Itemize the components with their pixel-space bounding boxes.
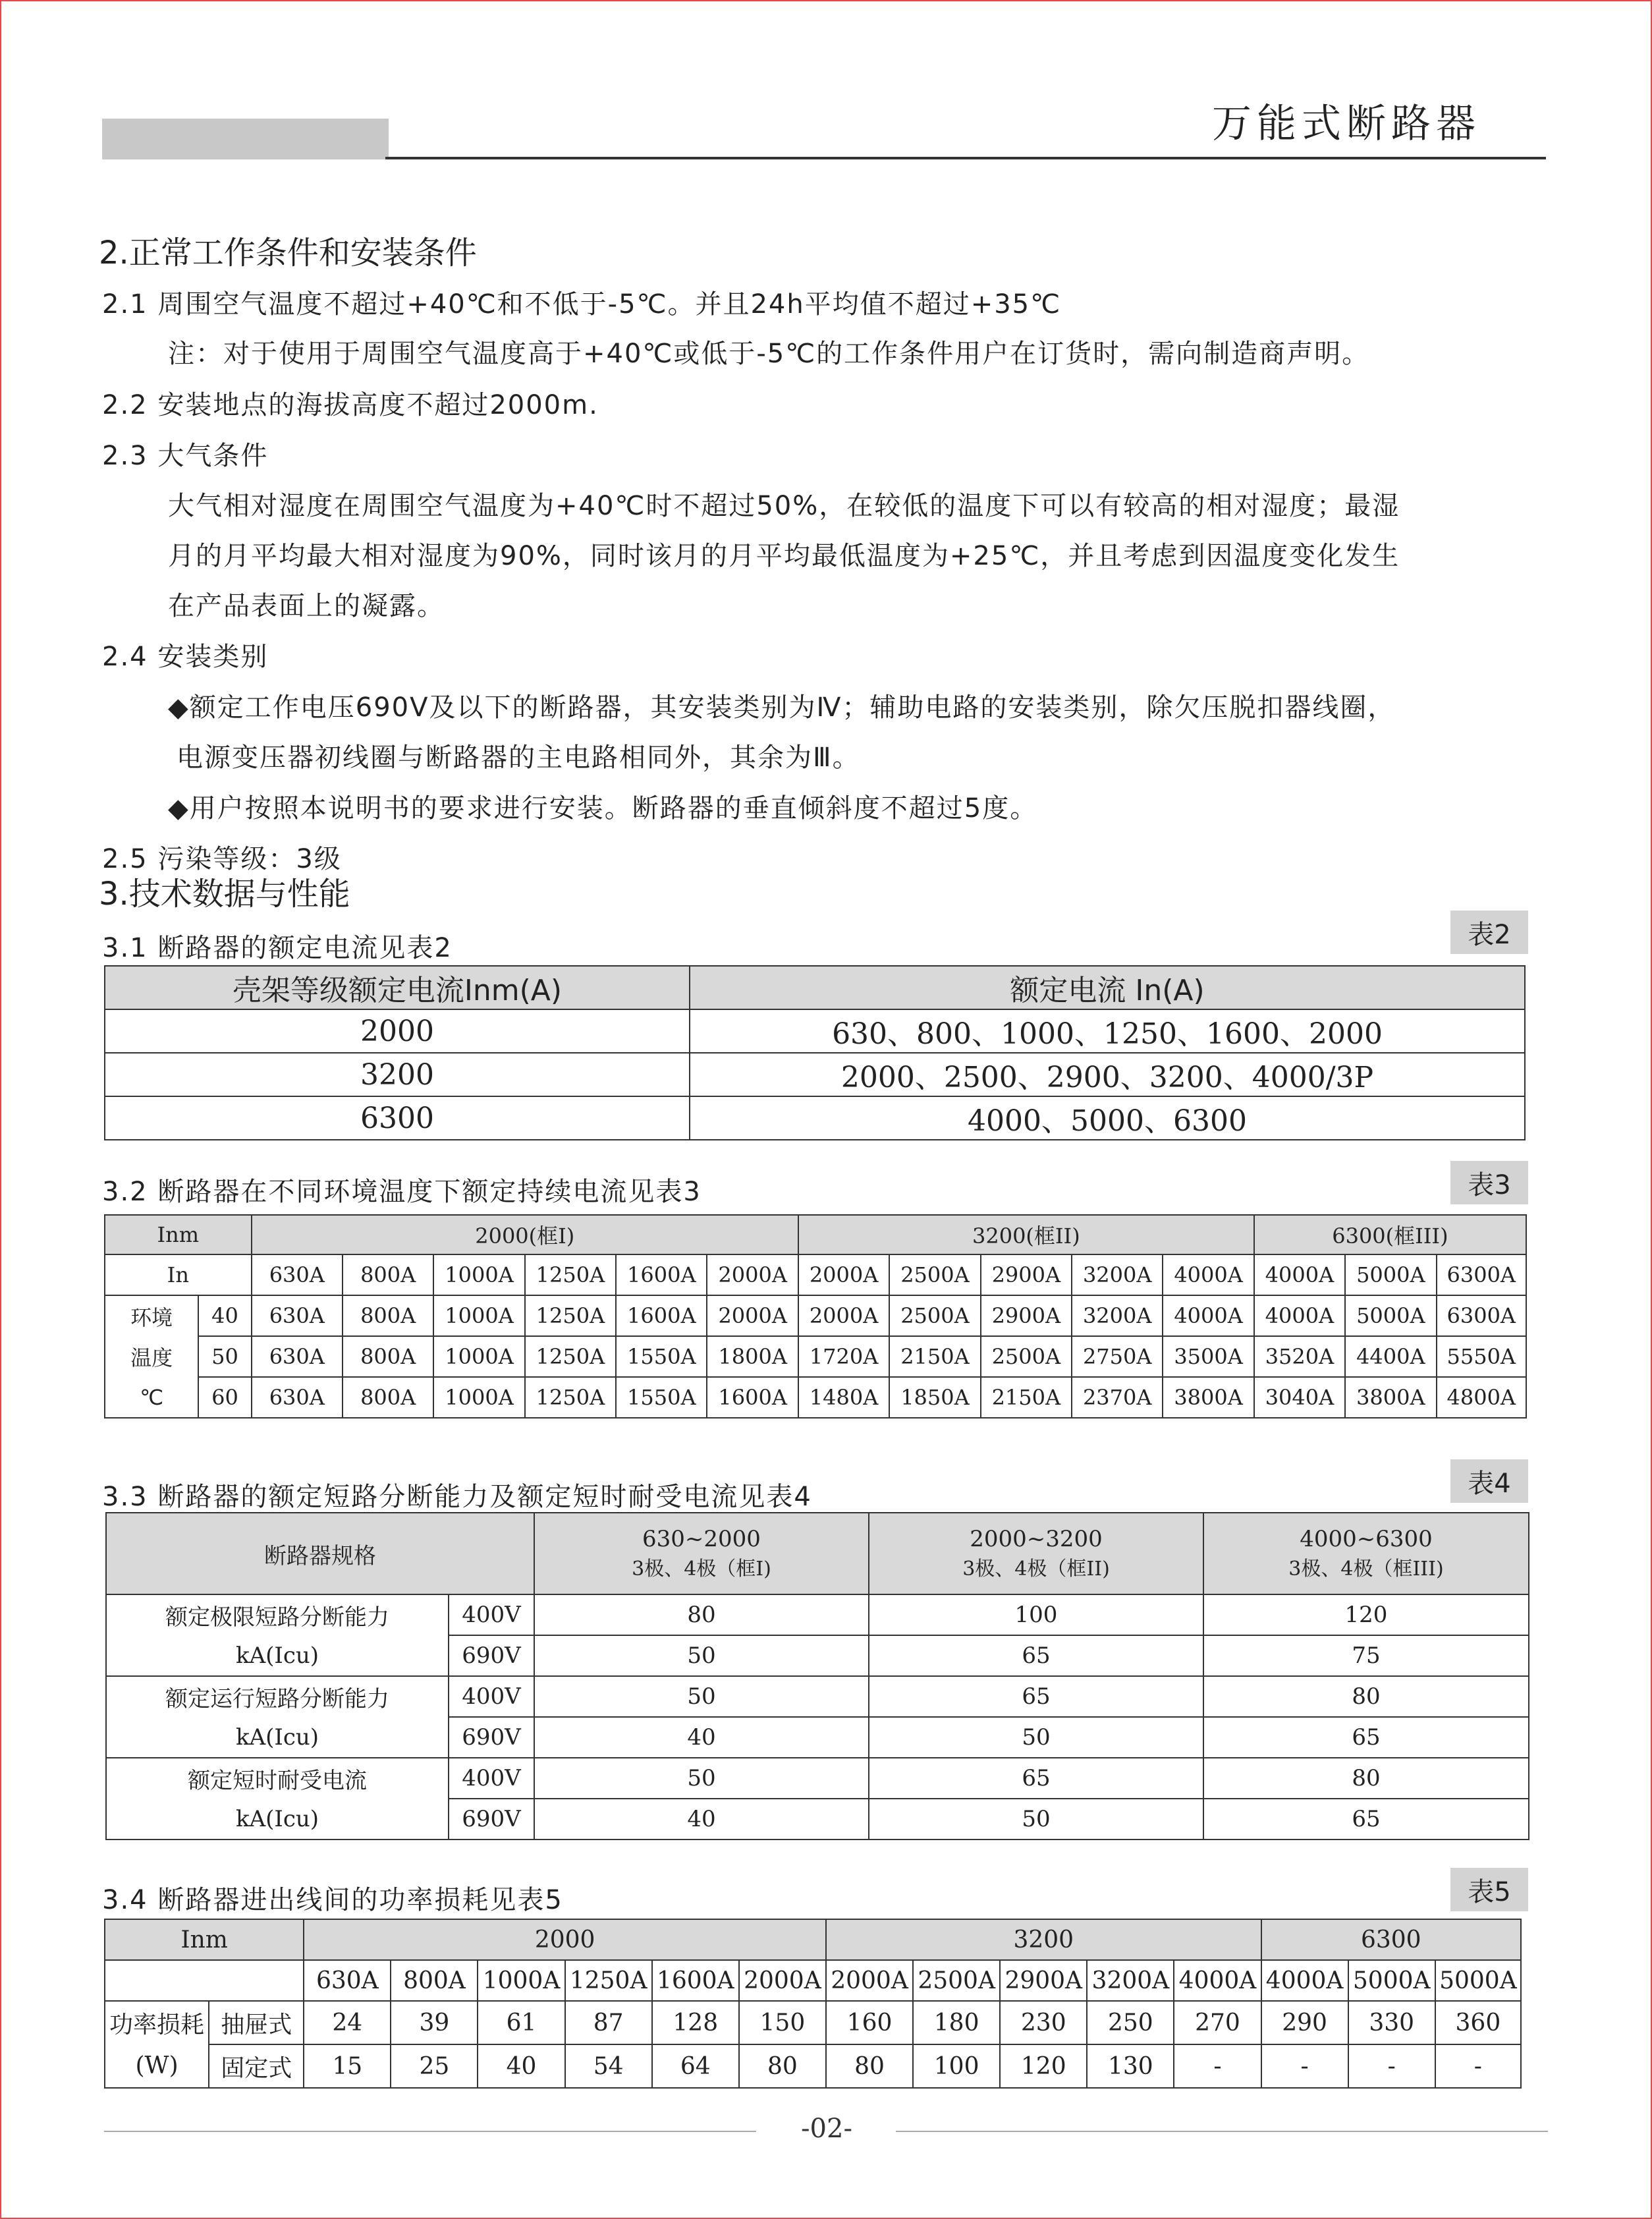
table-5-cell: 180 <box>913 2001 1000 2044</box>
table-3-temp: 60 <box>198 1377 251 1418</box>
table-5-type: 抽屉式 <box>209 2001 304 2044</box>
table-row <box>106 1717 1529 1758</box>
table-3-in-cell: 5000A <box>1345 1254 1436 1295</box>
table-row <box>105 2044 1521 2088</box>
clause-2-3-line-2: 月的月平均最大相对湿度为90%，同时该月的月平均最低温度为+25℃，并且考虑到因温度变化发生 <box>168 541 1400 571</box>
table-5-inm-label: Inm <box>105 1919 304 1960</box>
table-5-cell: 100 <box>913 2044 1000 2088</box>
table-3-env-label: ℃ <box>105 1377 198 1418</box>
table-3-tag: 表3 <box>1450 1161 1528 1204</box>
table-3-cell: 4400A <box>1345 1336 1436 1377</box>
table-5-cell: 15 <box>304 2044 391 2088</box>
table-5-in-cell: 4000A <box>1261 1960 1348 2001</box>
table-4-col-poles: 3极、4极（框III) <box>1288 1558 1444 1581</box>
clause-3-4: 3.4 断路器进出线间的功率损耗见表5 <box>102 1885 563 1915</box>
clause-3-3: 3.3 断路器的额定短路分断能力及额定短时耐受电流见表4 <box>102 1482 812 1512</box>
table-4-col-2 <box>869 1513 1203 1594</box>
table-5-cell: 120 <box>1000 2044 1087 2088</box>
table-3-cell: 800A <box>343 1295 433 1336</box>
table-4-voltage: 400V <box>449 1676 534 1717</box>
table-3-temp: 50 <box>198 1336 251 1377</box>
table-5-group-2: 3200 <box>826 1919 1261 1960</box>
table-4-cell: 65 <box>1203 1717 1529 1758</box>
table-3-cell: 3200A <box>1072 1295 1163 1336</box>
table-3-in-cell: 630A <box>252 1254 343 1295</box>
table-3-cell: 2150A <box>889 1336 980 1377</box>
table-3-cell: 1850A <box>889 1377 980 1418</box>
table-3-cell: 4800A <box>1437 1377 1526 1418</box>
table-row <box>105 1053 1525 1096</box>
table-3-cell: 1550A <box>616 1336 707 1377</box>
header-title: 万能式断路器 <box>1212 101 1481 147</box>
table-5-cell: 54 <box>565 2044 652 2088</box>
table-row <box>105 2001 1521 2044</box>
table-5-cell: 128 <box>652 2001 739 2044</box>
table-3-cell: 3800A <box>1163 1377 1253 1418</box>
table-4-group-unit: kA(Icu) <box>106 1717 449 1758</box>
table-5-cell: 80 <box>826 2044 913 2088</box>
table-3-cell: 630A <box>252 1336 343 1377</box>
table-3-in-cell: 4000A <box>1163 1254 1253 1295</box>
table-5-cell: - <box>1174 2044 1261 2088</box>
table-row <box>105 1336 1526 1377</box>
table-3-in-cell: 1600A <box>616 1254 707 1295</box>
clause-2-3: 2.3 大气条件 <box>102 441 269 471</box>
table-5-cell: 270 <box>1174 2001 1261 2044</box>
table-5-in-cell: 1000A <box>478 1960 564 2001</box>
table-2-cell: 6300 <box>105 1096 690 1140</box>
table-4-col-1 <box>534 1513 869 1594</box>
table-5-group-1: 2000 <box>304 1919 826 1960</box>
clause-2-1: 2.1 周围空气温度不超过+40℃和不低于-5℃。并且24h平均值不超过+35℃ <box>102 289 1062 320</box>
table-4-cell: 80 <box>1203 1758 1529 1799</box>
table-5-row-unit: (W) <box>105 2044 209 2088</box>
table-3-cell: 2370A <box>1072 1377 1163 1418</box>
table-5-cell: - <box>1261 2044 1348 2088</box>
table-5-cell: 160 <box>826 2001 913 2044</box>
table-5-cell: 360 <box>1435 2001 1521 2044</box>
table-3-cell: 1000A <box>433 1377 524 1418</box>
table-5-cell: 80 <box>739 2044 826 2088</box>
table-3-cell: 3500A <box>1163 1336 1253 1377</box>
clause-2-4-bullet-1a: ◆额定工作电压690V及以下的断路器，其安装类别为Ⅳ；辅助电路的安装类别，除欠压脱扣器线圈， <box>168 692 1396 723</box>
table-5-in-cell: 1250A <box>565 1960 652 2001</box>
table-4-group-name: 额定极限短路分断能力 <box>106 1594 449 1635</box>
table-3-in-cell: 1250A <box>525 1254 616 1295</box>
table-5-cell: 230 <box>1000 2001 1087 2044</box>
table-3-in-cell: 4000A <box>1254 1254 1345 1295</box>
section-3-title: 3.技术数据与性能 <box>99 876 350 913</box>
table-2-cell: 2000 <box>105 1009 690 1053</box>
table-5-cell: - <box>1348 2044 1435 2088</box>
table-5-cell: 24 <box>304 2001 391 2044</box>
table-5-in-cell: 2900A <box>1000 1960 1087 2001</box>
table-5-cell: 25 <box>391 2044 478 2088</box>
table-2-cell: 4000、5000、6300 <box>690 1096 1525 1140</box>
table-5-cell: 40 <box>478 2044 564 2088</box>
clause-3-2: 3.2 断路器在不同环境温度下额定持续电流见表3 <box>102 1177 702 1207</box>
table-4-cell: 65 <box>869 1635 1203 1676</box>
table-4-cell: 120 <box>1203 1594 1529 1635</box>
table-5-cell: 61 <box>478 2001 564 2044</box>
table-3-cell: 1480A <box>798 1377 889 1418</box>
table-3-inm-label: Inm <box>105 1215 252 1254</box>
table-5-in-cell: 4000A <box>1174 1960 1261 2001</box>
clause-2-4-bullet-1b: 电源变压器初线圈与断路器的主电路相同外，其余为Ⅲ。 <box>177 743 860 773</box>
table-3-cell: 630A <box>252 1377 343 1418</box>
table-5-cell: 87 <box>565 2001 652 2044</box>
table-5-cell: 330 <box>1348 2001 1435 2044</box>
table-row <box>105 1009 1525 1053</box>
table-3-cell: 1550A <box>616 1377 707 1418</box>
table-4-voltage: 690V <box>449 1635 534 1676</box>
header-gray-block <box>102 119 389 159</box>
clause-2-5: 2.5 污染等级：3级 <box>102 844 342 874</box>
table-3-cell: 2900A <box>981 1295 1072 1336</box>
table-3-cell: 800A <box>343 1377 433 1418</box>
table-3-cell: 2000A <box>798 1295 889 1336</box>
table-4-cell: 65 <box>869 1758 1203 1799</box>
table-row <box>106 1635 1529 1676</box>
table-4-col-range: 2000~3200 <box>970 1526 1103 1552</box>
table-5-cell: 150 <box>739 2001 826 2044</box>
table-3-cell: 2500A <box>981 1336 1072 1377</box>
table-2 <box>104 965 1526 1140</box>
table-2-cell: 630、800、1000、1250、1600、2000 <box>690 1009 1525 1053</box>
table-4-col-range: 630~2000 <box>642 1526 761 1552</box>
table-3-cell: 1250A <box>525 1336 616 1377</box>
table-3-cell: 4000A <box>1254 1295 1345 1336</box>
clause-2-4: 2.4 安装类别 <box>102 642 269 672</box>
table-3-cell: 1800A <box>707 1336 798 1377</box>
table-5-in-cell: 1600A <box>652 1960 739 2001</box>
table-5-cell: 64 <box>652 2044 739 2088</box>
table-3-cell: 1250A <box>525 1377 616 1418</box>
table-2-header-current: 额定电流 In(A) <box>690 966 1525 1009</box>
table-3-temp: 40 <box>198 1295 251 1336</box>
table-5-in-cell: 2000A <box>826 1960 913 2001</box>
table-4-voltage: 690V <box>449 1799 534 1840</box>
table-5 <box>104 1919 1522 2089</box>
table-4-cell: 40 <box>534 1799 869 1840</box>
table-row <box>106 1758 1529 1799</box>
table-3-in-cell: 2500A <box>889 1254 980 1295</box>
table-row <box>105 1295 1526 1336</box>
table-row <box>105 1254 1526 1295</box>
table-4 <box>105 1512 1529 1840</box>
table-4-cell: 65 <box>1203 1799 1529 1840</box>
table-3-cell: 2750A <box>1072 1336 1163 1377</box>
table-row <box>106 1676 1529 1717</box>
table-3-cell: 2000A <box>707 1295 798 1336</box>
table-2-header-frame: 壳架等级额定电流Inm(A) <box>105 966 690 1009</box>
table-4-group-name: 额定运行短路分断能力 <box>106 1676 449 1717</box>
table-3-env-label: 温度 <box>105 1336 198 1377</box>
table-4-cell: 50 <box>869 1799 1203 1840</box>
table-3-cell: 2150A <box>981 1377 1072 1418</box>
table-4-col-poles: 3极、4极（框I) <box>632 1558 771 1581</box>
section-2-title: 2.正常工作条件和安装条件 <box>99 235 477 271</box>
table-4-cell: 75 <box>1203 1635 1529 1676</box>
table-5-cell: 39 <box>391 2001 478 2044</box>
clause-2-4-bullet-2: ◆用户按照本说明书的要求进行安装。断路器的垂直倾斜度不超过5度。 <box>168 793 1038 824</box>
table-5-in-blank <box>105 1960 304 2001</box>
table-3-in-label: In <box>105 1254 252 1295</box>
table-row <box>105 1377 1526 1418</box>
table-5-in-cell: 5000A <box>1435 1960 1521 2001</box>
table-5-tag: 表5 <box>1450 1868 1528 1911</box>
table-5-cell: 250 <box>1087 2001 1174 2044</box>
table-5-in-cell: 2000A <box>739 1960 826 2001</box>
table-row <box>106 1799 1529 1840</box>
table-3-in-cell: 2000A <box>707 1254 798 1295</box>
table-3-cell: 630A <box>252 1295 343 1336</box>
table-row <box>105 1960 1521 2001</box>
table-3 <box>104 1214 1527 1418</box>
table-3-cell: 1600A <box>707 1377 798 1418</box>
table-3-cell: 1250A <box>525 1295 616 1336</box>
table-3-in-cell: 6300A <box>1437 1254 1526 1295</box>
table-3-cell: 5000A <box>1345 1295 1436 1336</box>
header-rule <box>385 157 1546 159</box>
table-3-cell: 3800A <box>1345 1377 1436 1418</box>
table-4-tag: 表4 <box>1450 1459 1528 1503</box>
table-3-in-cell: 1000A <box>433 1254 524 1295</box>
clause-2-1-note: 注：对于使用于周围空气温度高于+40℃或低于-5℃的工作条件用户在订货时，需向制造商声明。 <box>168 339 1370 369</box>
table-5-cell: - <box>1435 2044 1521 2088</box>
table-4-cell: 80 <box>534 1594 869 1635</box>
table-3-cell: 2500A <box>889 1295 980 1336</box>
footer-rule-right <box>896 2131 1548 2132</box>
table-4-group-name: 额定短时耐受电流 <box>106 1758 449 1799</box>
table-4-cell: 50 <box>534 1676 869 1717</box>
table-3-group-3: 6300(框III) <box>1254 1215 1526 1254</box>
table-4-col-range: 4000~6300 <box>1300 1526 1433 1552</box>
clause-2-3-line-1: 大气相对湿度在周围空气温度为+40℃时不超过50%，在较低的温度下可以有较高的相对湿度；最湿 <box>168 491 1400 521</box>
table-3-cell: 4000A <box>1163 1295 1253 1336</box>
table-4-group-unit: kA(Icu) <box>106 1799 449 1840</box>
footer-rule-left <box>104 2131 756 2132</box>
table-3-cell: 5550A <box>1437 1336 1526 1377</box>
table-3-group-2: 3200(框II) <box>798 1215 1254 1254</box>
table-5-cell: 130 <box>1087 2044 1174 2088</box>
table-5-in-cell: 630A <box>304 1960 391 2001</box>
table-2-tag: 表2 <box>1450 911 1528 954</box>
table-5-group-3: 6300 <box>1261 1919 1521 1960</box>
table-5-type: 固定式 <box>209 2044 304 2088</box>
table-4-cell: 50 <box>869 1717 1203 1758</box>
table-3-cell: 1000A <box>433 1336 524 1377</box>
table-4-cell: 100 <box>869 1594 1203 1635</box>
page-number: -02- <box>801 2114 852 2144</box>
table-3-cell: 1600A <box>616 1295 707 1336</box>
clause-2-3-line-3: 在产品表面上的凝露。 <box>168 591 445 621</box>
table-3-in-cell: 2900A <box>981 1254 1072 1295</box>
table-3-cell: 3040A <box>1254 1377 1345 1418</box>
clause-2-2: 2.2 安装地点的海拔高度不超过2000m. <box>102 390 599 420</box>
table-5-in-cell: 3200A <box>1087 1960 1174 2001</box>
table-5-cell: 290 <box>1261 2001 1348 2044</box>
table-4-cell: 50 <box>534 1635 869 1676</box>
table-4-cell: 80 <box>1203 1676 1529 1717</box>
table-4-group-unit: kA(Icu) <box>106 1635 449 1676</box>
clause-3-1: 3.1 断路器的额定电流见表2 <box>102 933 453 963</box>
table-3-env-label: 环境 <box>105 1295 198 1336</box>
table-4-voltage: 400V <box>449 1594 534 1635</box>
table-3-in-cell: 3200A <box>1072 1254 1163 1295</box>
table-3-group-1: 2000(框I) <box>252 1215 798 1254</box>
table-4-cell: 40 <box>534 1717 869 1758</box>
table-4-col-3 <box>1203 1513 1529 1594</box>
table-5-in-cell: 800A <box>391 1960 478 2001</box>
table-5-row-label: 功率损耗 <box>105 2001 209 2044</box>
table-row <box>106 1594 1529 1635</box>
table-5-in-cell: 5000A <box>1348 1960 1435 2001</box>
table-3-in-cell: 800A <box>343 1254 433 1295</box>
table-4-voltage: 690V <box>449 1717 534 1758</box>
table-row <box>105 1096 1525 1140</box>
table-2-cell: 3200 <box>105 1053 690 1096</box>
table-3-cell: 800A <box>343 1336 433 1377</box>
table-3-cell: 6300A <box>1437 1295 1526 1336</box>
table-4-cell: 65 <box>869 1676 1203 1717</box>
table-5-in-cell: 2500A <box>913 1960 1000 2001</box>
table-4-voltage: 400V <box>449 1758 534 1799</box>
table-3-cell: 1000A <box>433 1295 524 1336</box>
table-4-cell: 50 <box>534 1758 869 1799</box>
table-3-cell: 3520A <box>1254 1336 1345 1377</box>
table-4-col-poles: 3极、4极（框II) <box>962 1558 1110 1581</box>
table-3-cell: 1720A <box>798 1336 889 1377</box>
table-4-spec-label: 断路器规格 <box>106 1513 534 1594</box>
table-2-cell: 2000、2500、2900、3200、4000/3P <box>690 1053 1525 1096</box>
table-3-in-cell: 2000A <box>798 1254 889 1295</box>
